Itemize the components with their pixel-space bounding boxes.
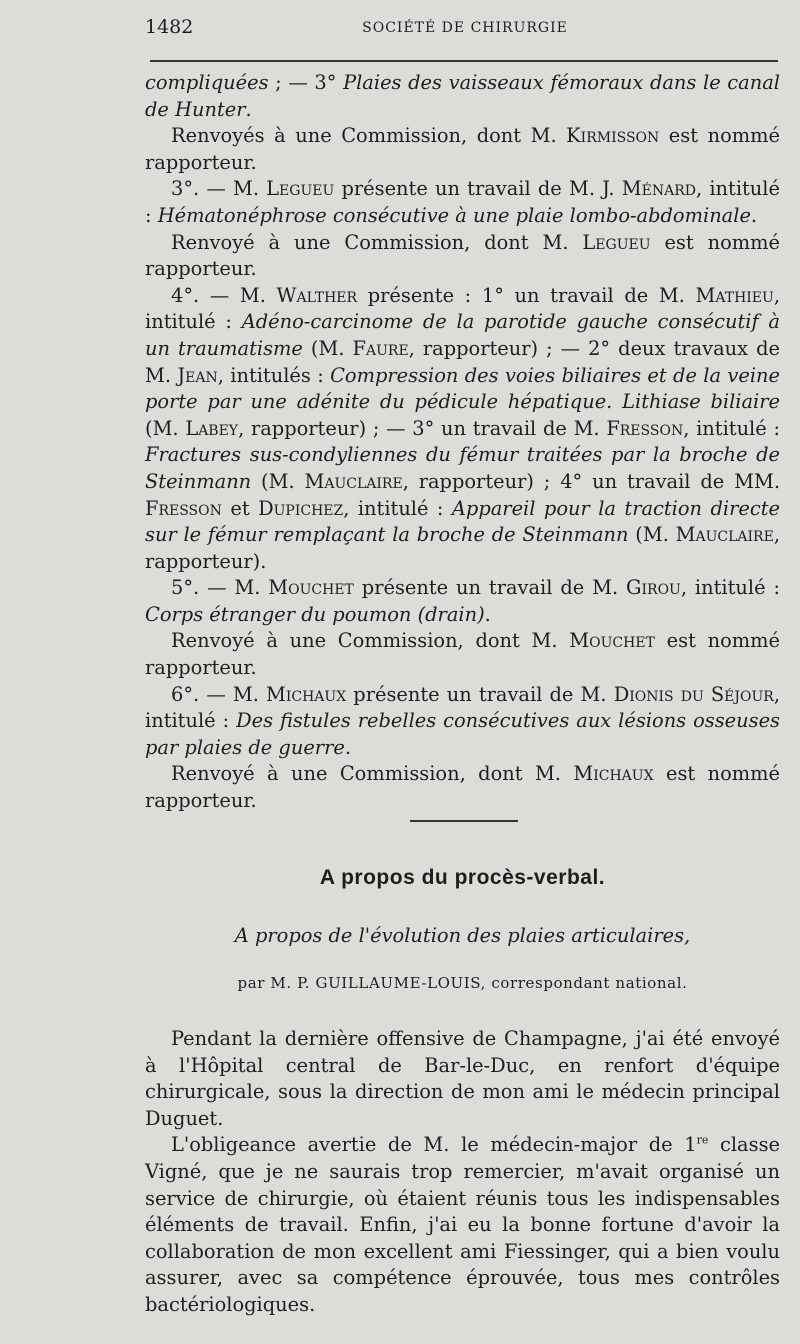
text-run: . (245, 97, 252, 121)
text-run: présente un travail de M. J. (334, 177, 622, 201)
text-run: , intitulé : (680, 576, 780, 600)
paragraph-item-6 (145, 682, 780, 762)
text-run: , intitulé : (145, 177, 780, 227)
minutes-text (145, 70, 780, 815)
person-name: Fresson (606, 416, 684, 440)
section-divider (410, 820, 518, 822)
work-title: Fractures sus-condyliennes du fémur traitées par la broche de Steinmann (145, 443, 780, 493)
text-run: compliquées (145, 71, 269, 94)
text-run: Renvoyé à une Commission, dont M. (171, 762, 574, 786)
page-number: 1482 (145, 16, 194, 38)
text-run: (M. (628, 523, 676, 547)
text-run: 3°. — M. (171, 177, 267, 201)
text-run: classe Vigné, que je ne saurais trop remercier, m'avait organisé un service de chirurgie, où étaient réunis tous les indispensables éléments de travail. Enfin, j'ai eu la bonne fortune d'avoir la collaboration de mon excellent ami Fiessinger, qui a bien voulu assurer, avec sa compétence éprouvée, tous mes contrôles bactériologiques. (145, 1133, 780, 1316)
text-run: (M. (251, 469, 305, 493)
text-run: est nommé rapporteur. (145, 230, 780, 281)
text-run: est nommé rapporteur. (145, 124, 780, 174)
paragraph-item-3 (145, 176, 780, 229)
text-run: 4°. — M. (171, 283, 277, 307)
paragraph-referral-3 (145, 628, 780, 681)
person-name: Faure (352, 336, 409, 360)
journal-title: SOCIÉTÉ DE CHIRURGIE (362, 20, 568, 36)
person-name: Dionis du Séjour (613, 682, 774, 706)
person-name: Walther (276, 283, 358, 307)
person-name: Mathieu (695, 283, 774, 307)
text-run: , rapporteur). (145, 523, 780, 573)
text-run: présente : 1° un travail de M. (357, 283, 696, 307)
person-name: Labey (185, 416, 239, 440)
paragraph-referral-2 (145, 230, 780, 283)
person-name: Mauclaire (675, 523, 774, 547)
person-name: Michaux (573, 762, 654, 786)
text-run: 5°. — M. (171, 576, 269, 600)
text-run: Renvoyé à une Commission, dont M. (171, 629, 570, 653)
work-title: Corps étranger du poumon (drain) (145, 602, 485, 626)
text-run: , intitulé : (145, 283, 780, 334)
text-run: , rapporteur) ; — 2° deux travaux de M. (145, 336, 780, 387)
text-run: est nommé rapporteur. (145, 629, 781, 680)
section-title: A propos du procès-verbal. (319, 866, 606, 889)
text-run: présente un travail de M. (353, 576, 627, 600)
article-body (145, 1026, 780, 1319)
text-run: (M. (302, 336, 353, 360)
text-run: , intitulé : (343, 496, 452, 520)
running-head (145, 14, 785, 42)
paragraph-referral-1 (145, 123, 780, 176)
paragraph-referral-4 (145, 761, 780, 814)
ordinal-superscript: re (696, 1133, 709, 1147)
paragraph-continuation (145, 70, 780, 123)
person-name: Ménard (621, 177, 696, 201)
text-run: ; — 3° (268, 71, 344, 94)
person-name: Dupichez (258, 496, 344, 520)
person-name: Jean (177, 363, 218, 387)
text-run: présente un travail de M. (346, 682, 614, 706)
text-run: est nommé rapporteur. (145, 762, 781, 813)
text-run: 6°. — M. (171, 682, 266, 706)
paragraph-item-4 (145, 283, 780, 576)
text-run: , intitulé : (683, 416, 780, 440)
text-run: Renvoyé à une Commission, dont M. (171, 230, 583, 254)
text-run: et (221, 496, 259, 520)
text-run: , intitulés : (217, 363, 331, 387)
text-run: , rapporteur) ; 4° un travail de MM. (402, 469, 780, 493)
header-rule (150, 60, 778, 62)
text-run: . (344, 735, 351, 759)
text-run: Renvoyés à une Commission, dont M. (171, 124, 567, 148)
text-run: Plaies des vaisseaux fémoraux dans le canal de Hunter (145, 71, 780, 121)
text-run: L'obligeance avertie de M. le médecin-major de 1 (171, 1133, 697, 1157)
work-title: Compression des voies biliaires et de la veine porte par une adénite du pédicule hépatique. Lithiase biliaire (145, 363, 780, 414)
body-paragraph-1: Pendant la dernière offensive de Champagne, j'ai été envoyé à l'Hôpital central de Bar-le-Duc, en renfort d'équipe chirurgicale, sous la direction de mon ami le médecin principal Duguet. (145, 1027, 780, 1130)
person-name: Mouchet (268, 576, 354, 600)
person-name: Michaux (265, 682, 347, 706)
text-run: , intitulé : (145, 682, 780, 733)
text-run: . (750, 203, 758, 227)
paragraph-item-5 (145, 575, 780, 628)
text-run: , rapporteur) ; — 3° un travail de M. (238, 416, 607, 440)
work-title: Appareil pour la traction directe sur le fémur remplaçant la broche de Steinmann (145, 496, 780, 547)
byline: par M. P. GUILLAUME-LOUIS, correspondant national. (237, 974, 688, 992)
work-title: Des fistules rebelles consécutives aux lésions osseuses par plaies de guerre (145, 709, 780, 759)
person-name: Mouchet (569, 629, 655, 653)
person-name: Legueu (266, 177, 335, 201)
article-title: A propos de l'évolution des plaies articulaires, (234, 924, 691, 947)
person-name: Kirmisson (566, 124, 660, 148)
person-name: Girou (626, 576, 681, 600)
work-title: Hématonéphrose consécutive à une plaie lombo-abdominale (157, 203, 751, 227)
person-name: Mauclaire (304, 469, 403, 493)
person-name: Fresson (145, 496, 222, 520)
text-run: (M. (145, 416, 186, 440)
work-title: Adéno-carcinome de la parotide gauche consécutif à un traumatisme (145, 310, 780, 360)
body-paragraph-2 (145, 1132, 780, 1318)
text-run: . (484, 602, 491, 626)
person-name: Legueu (582, 230, 651, 254)
